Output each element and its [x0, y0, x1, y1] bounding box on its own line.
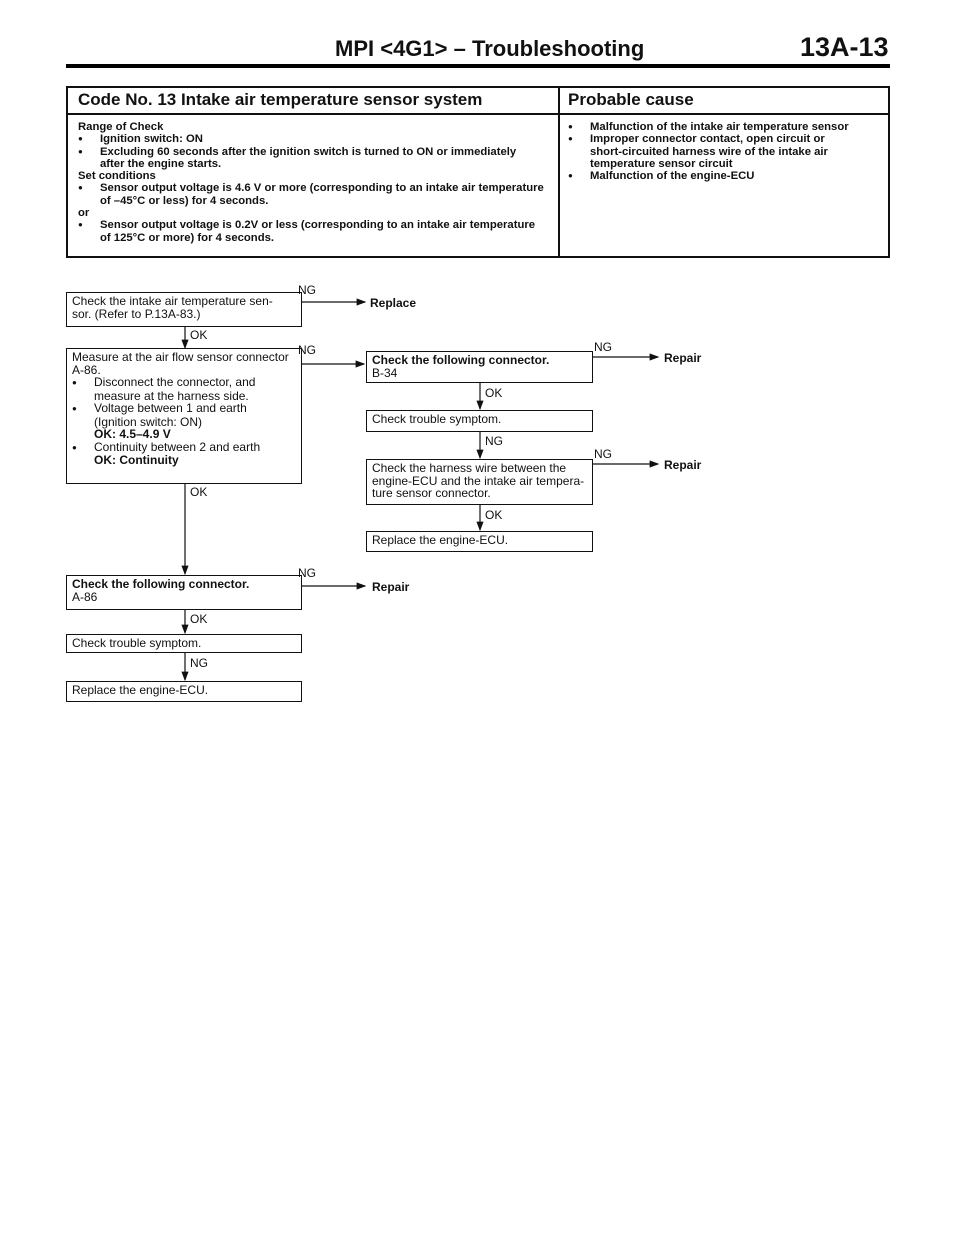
ng-label: NG: [594, 447, 612, 461]
replace-result: Replace: [370, 296, 417, 310]
check-connector-a86-box: [66, 575, 302, 610]
condition-line: Range of Check: [78, 121, 164, 133]
ng-label: NG: [298, 566, 316, 580]
check-symptom-box-2: [66, 634, 302, 653]
ng-label: NG: [485, 434, 503, 448]
box-line: engine-ECU and the intake air tempera-: [372, 473, 585, 488]
condition-line: ● Sensor output voltage is 0.2V or less (corresponding to an intake air temperature: [78, 219, 544, 231]
box-line: OK: 4.5–4.9 V: [94, 427, 171, 441]
check-symptom-box: [366, 410, 593, 432]
box-line: Replace the engine-ECU.: [72, 683, 209, 697]
box-line: Measure at the air flow sensor connector: [72, 350, 289, 364]
repair-result: Repair: [664, 351, 702, 365]
replace-ecu-box-2: [66, 681, 302, 702]
cause-line: ● Improper connector contact, open circuit or: [568, 133, 849, 145]
check-harness-box: [366, 459, 593, 505]
cause-line: temperature sensor circuit: [590, 157, 733, 170]
ok-label: OK: [190, 485, 208, 499]
check-connector-b34-box: [366, 351, 593, 383]
replace-ecu-box: [366, 531, 593, 552]
box-line: Check the harness wire between the: [372, 461, 567, 475]
box-line: Check trouble symptom.: [72, 636, 202, 650]
code-heading: Code No. 13 Intake air temperature sensor system: [78, 90, 483, 109]
box-line: Replace the engine-ECU.: [372, 533, 509, 547]
box-line: Check the intake air temperature sen-: [72, 294, 273, 308]
box-line: ● Disconnect the connector, and: [72, 376, 296, 390]
condition-line: of 125°C or more) for 4 seconds.: [100, 231, 275, 244]
box-line: Check the following connector.: [372, 353, 550, 367]
condition-line: ● Sensor output voltage is 4.6 V or more (corresponding to an intake air temperature: [78, 182, 544, 194]
check-sensor-box: [66, 292, 302, 327]
box-line: ● Continuity between 2 and earth: [72, 441, 296, 455]
page-number: 13A-13: [800, 32, 889, 62]
box-line: B-34: [372, 365, 398, 380]
box-line: measure at the harness side.: [94, 388, 249, 403]
condition-line: after the engine starts.: [100, 157, 222, 170]
condition-line: Set conditions: [78, 170, 156, 183]
page-header-title: MPI <4G1> – Troubleshooting: [335, 36, 645, 61]
ok-label: OK: [190, 328, 208, 342]
cause-line: ● Malfunction of the engine-ECU: [568, 170, 849, 182]
ng-label: NG: [594, 340, 612, 354]
repair-result: Repair: [372, 580, 410, 594]
cause-line: ● Malfunction of the intake air temperature sensor: [568, 121, 849, 133]
box-line: ● Voltage between 1 and earth: [72, 402, 296, 416]
box-line: (Ignition switch: ON): [94, 414, 203, 429]
ng-label: NG: [298, 343, 316, 357]
condition-line: or: [78, 207, 90, 220]
ok-label: OK: [485, 508, 503, 522]
box-line: A-86: [72, 589, 98, 604]
box-line: Check trouble symptom.: [372, 412, 502, 426]
box-line: OK: Continuity: [94, 453, 179, 467]
box-line: ture sensor connector.: [372, 486, 491, 500]
ok-label: OK: [485, 386, 503, 400]
condition-line: ● Ignition switch: ON: [78, 133, 544, 145]
condition-line: of –45°C or less) for 4 seconds.: [100, 194, 269, 207]
ok-label: OK: [190, 612, 208, 626]
cause-line: short-circuited harness wire of the intake air: [590, 145, 828, 158]
condition-line: ● Excluding 60 seconds after the ignition switch is turned to ON or immediately: [78, 146, 544, 158]
ng-label: NG: [298, 283, 316, 297]
box-line: sor. (Refer to P.13A-83.): [72, 306, 201, 321]
box-line: Check the following connector.: [72, 577, 250, 591]
measure-connector-box: [66, 348, 302, 484]
repair-result: Repair: [664, 458, 702, 472]
probable-cause-heading: Probable cause: [568, 90, 694, 109]
ng-label: NG: [190, 656, 208, 670]
box-line: A-86.: [72, 362, 101, 377]
